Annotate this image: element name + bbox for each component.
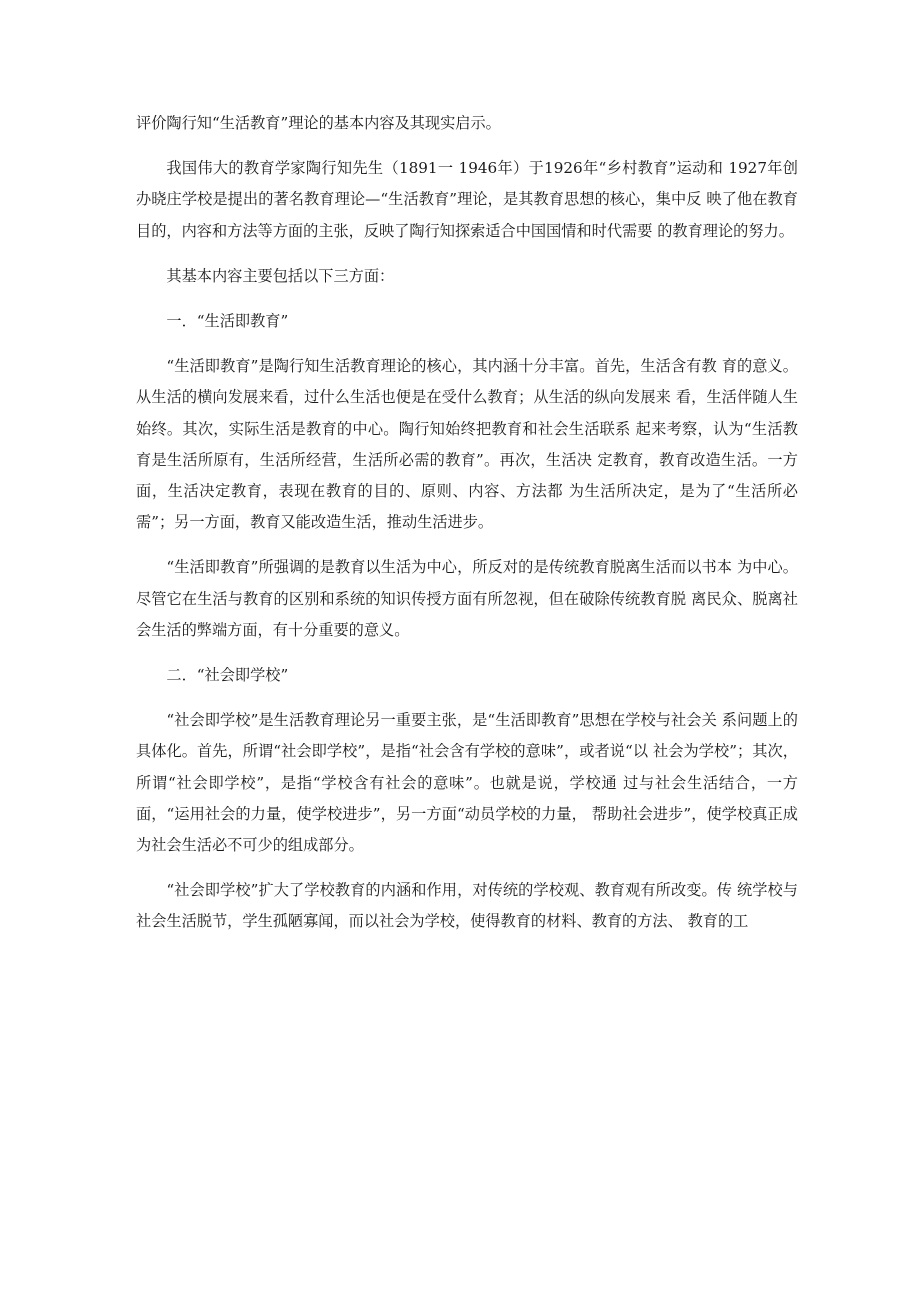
section-heading-2: 二．“社会即学校” [166,666,289,685]
summary-paragraph: 其基本内容主要包括以下三方面： [166,266,395,285]
section-2-paragraph-2: “社会即学校”扩大了学校教育的内涵和作用，对传统的学校观、教育观有所改变。传 统学校与社会生活脱节，学生孤陋寡闻，而以社会为学校，使得教育的材料、教育的方法、 教育的工 [136,881,798,931]
section-2-paragraph-1: “社会即学校”是生活教育理论另一重要主张，是“生活即教育”思想在学校与社会关 系问题上的具体化。首先，所谓“社会即学校”，是指“社会含有学校的意味”，或者说“以 社会为学校”；其次，所谓“社会即学校”，是指“学校含有社会的意味”。也就是说，学校通 过与社会生活结合，一方面，“运用社会的力量，使学校进步”，另一方面“动员学校的力量， 帮助社会进步”，使学校真正成为社会生活必不可少的组成部分。 [136,711,798,855]
intro-paragraph: 我国伟大的教育学家陶行知先生（1891一 1946年）于1926年“乡村教育”运动和 1927年创办晓庄学校是提出的著名教育理论—“生活教育”理论，是其教育思想的核心，集中反 映了他在教育目的，内容和方法等方面的主张，反映了陶行知探索适合中国国情和时代需要 的教育理论的努力。 [136,159,798,240]
section-1-paragraph-2: “生活即教育”所强调的是教育以生活为中心，所反对的是传统教育脱离生活而以书本 为中心。尽管它在生活与教育的区别和系统的知识传授方面有所忽视，但在破除传统教育脱 离民众、脱离社会生活的弊端方面，有十分重要的意义。 [136,558,798,639]
document-title-line: 评价陶行知“生活教育”理论的基本内容及其现实启示。 [136,114,501,132]
section-heading-1: 一．“生活即教育” [166,312,289,331]
document-page [136,108,798,938]
section-1-paragraph-1: “生活即教育”是陶行知生活教育理论的核心，其内涵十分丰富。首先，生活含有教 育的意义。从生活的横向发展来看，过什么生活也便是在受什么教育；从生活的纵向发展来 看，生活伴随人生始终。其次，实际生活是教育的中心。陶行知始终把教育和社会生活联系 起来考察，认为“生活教育是生活所原有，生活所经营，生活所必需的教育”。再次，生活决 定教育，教育改造生活。一方面，生活决定教育，表现在教育的目的、原则、内容、方法都 为生活所决定，是为了“生活所必需”；另一方面，教育又能改造生活，推动生活进步。 [136,357,798,532]
